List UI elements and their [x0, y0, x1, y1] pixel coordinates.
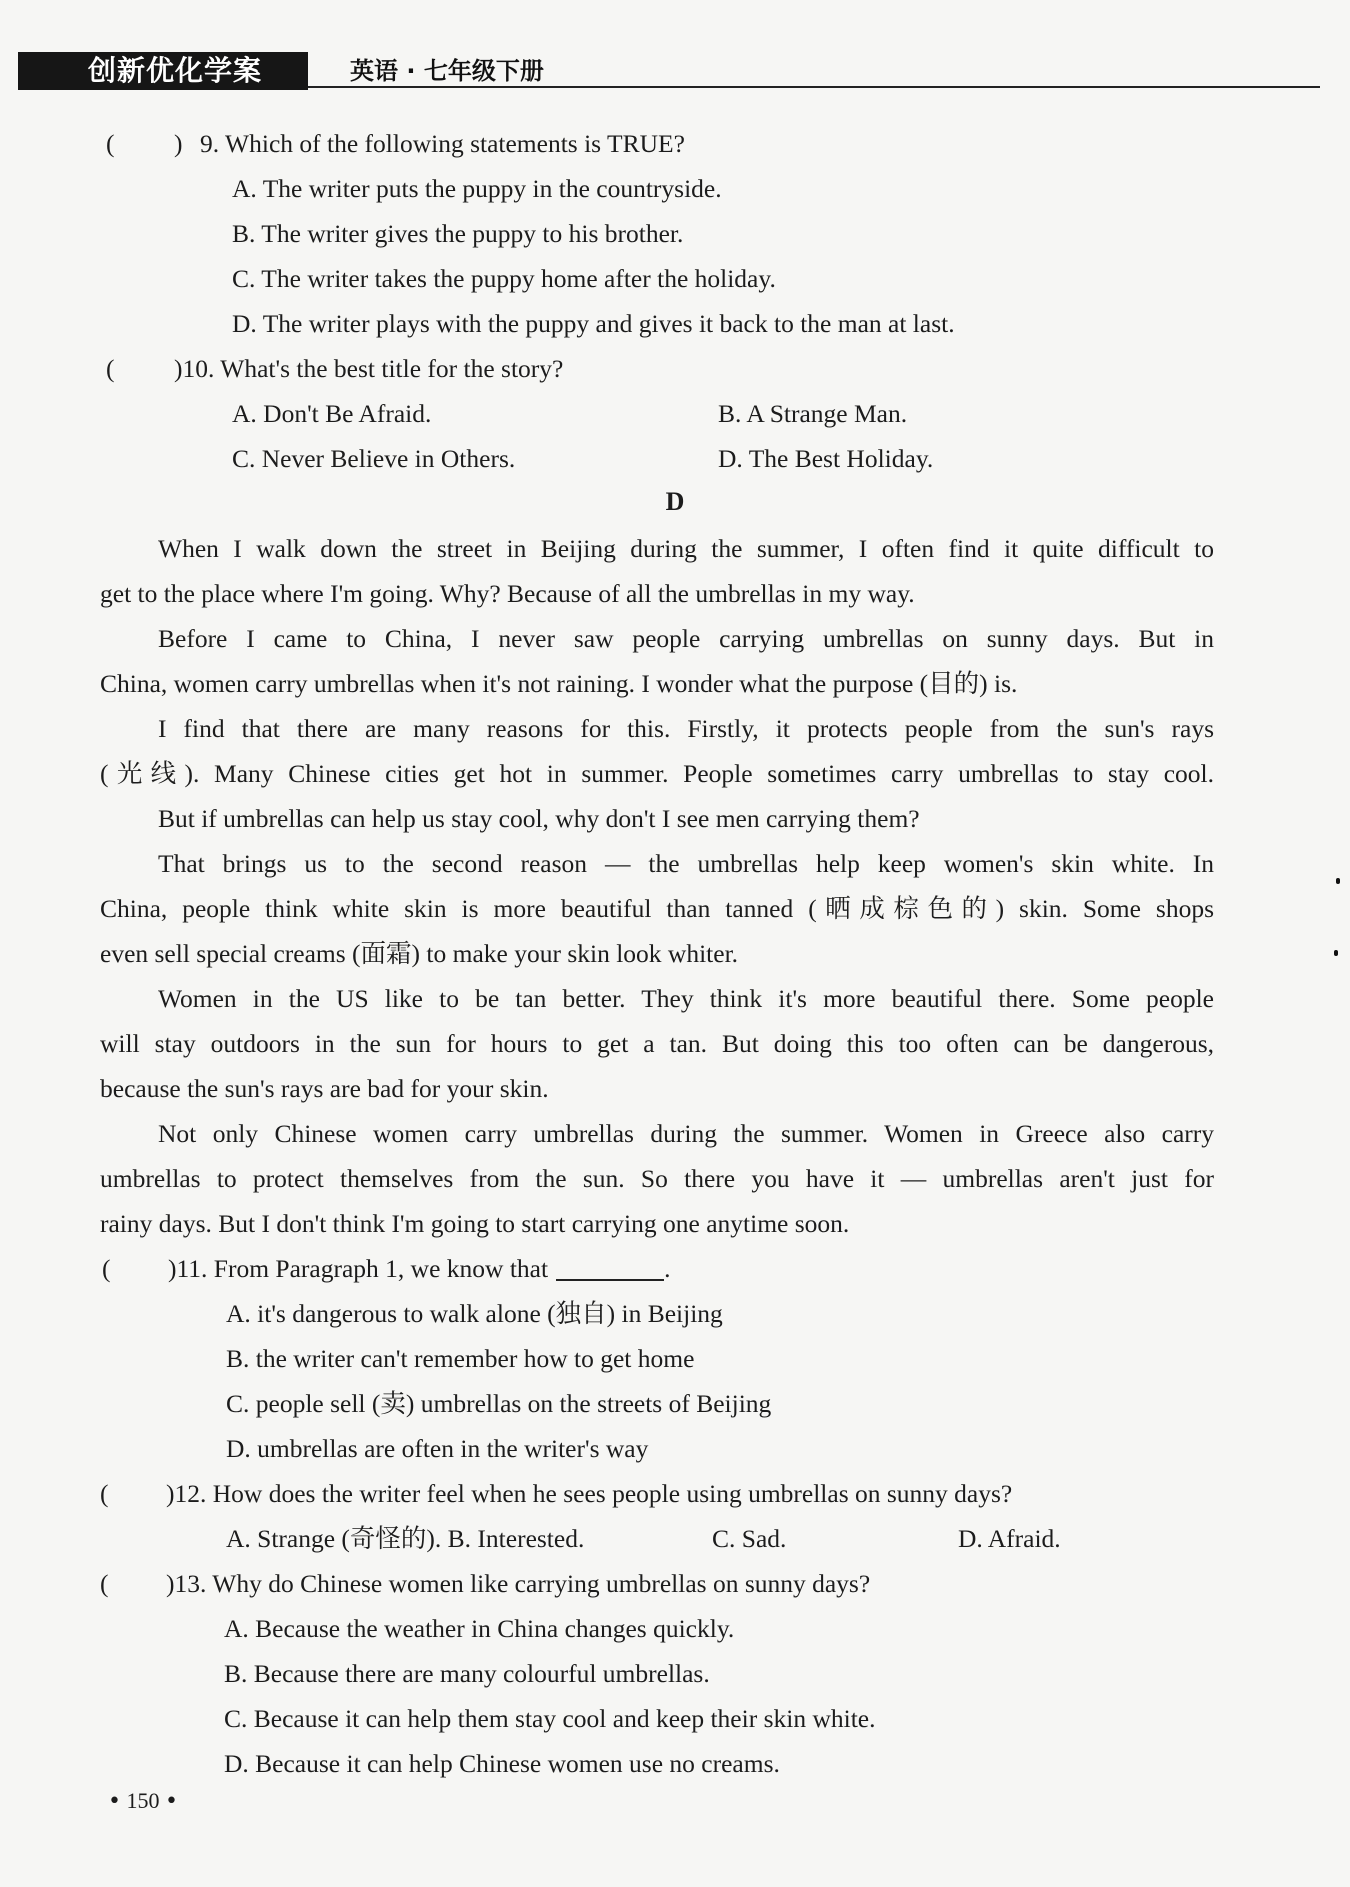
q13-option-b: B. Because there are many colourful umbrellas. — [224, 1659, 710, 1688]
passage-line: rainy days. But I don't think I'm going to start carrying one anytime soon. — [100, 1209, 850, 1238]
passage-line: Not only Chinese women carry umbrellas during the summer. Women in Greece also carry — [158, 1119, 1214, 1148]
passage-line: China, people think white skin is more beautiful than tanned (晒成棕色的) skin. Some shops — [100, 894, 1214, 923]
margin-mark — [1336, 878, 1340, 884]
q12-option-a-b: A. Strange (奇怪的). B. Interested. — [226, 1524, 585, 1553]
page-number-value: 150 — [126, 1788, 160, 1813]
q9-option-d: D. The writer plays with the puppy and gives it back to the man at last. — [232, 309, 955, 338]
passage-line: even sell special creams (面霜) to make your skin look whiter. — [100, 939, 739, 968]
q12-stem: )12. How does the writer feel when he sees people using umbrellas on sunny days? — [166, 1479, 1013, 1508]
header-rule — [308, 86, 1320, 88]
passage-line: That brings us to the second reason — the umbrellas help keep women's skin white. In — [158, 849, 1214, 878]
q11-blank[interactable] — [556, 1253, 664, 1281]
passage-line: get to the place where I'm going. Why? Because of all the umbrellas in my way. — [100, 579, 915, 608]
section-label: D — [665, 487, 685, 516]
q13-option-d: D. Because it can help Chinese women use no creams. — [224, 1749, 780, 1778]
q11-option-a: A. it's dangerous to walk alone (独自) in Beijing — [226, 1299, 723, 1328]
q12-option-c: C. Sad. — [712, 1524, 787, 1553]
passage-line: (光线). Many Chinese cities get hot in summer. People sometimes carry umbrellas to stay cool. — [100, 759, 1214, 788]
q11-answer-paren: ( — [102, 1254, 111, 1283]
q10-option-b: B. A Strange Man. — [718, 399, 908, 428]
q10-stem: )10. What's the best title for the story? — [174, 354, 564, 383]
passage-line: Before I came to China, I never saw people carrying umbrellas on sunny days. But in — [158, 624, 1214, 653]
q10-option-c: C. Never Believe in Others. — [232, 444, 516, 473]
q13-stem: )13. Why do Chinese women like carrying umbrellas on sunny days? — [166, 1569, 871, 1598]
margin-mark — [1334, 950, 1338, 956]
q11-stem: )11. From Paragraph 1, we know that — [168, 1254, 549, 1283]
header-brand: 创新优化学案 — [88, 54, 263, 87]
q13-answer-paren: ( — [100, 1569, 109, 1598]
q9-option-b: B. The writer gives the puppy to his brother. — [232, 219, 684, 248]
q13-option-c: C. Because it can help them stay cool and keep their skin white. — [224, 1704, 876, 1733]
q12-option-d: D. Afraid. — [958, 1524, 1061, 1553]
q13-option-a: A. Because the weather in China changes quickly. — [224, 1614, 735, 1643]
passage-line: will stay outdoors in the sun for hours to get a tan. But doing this too often can be dangerous, — [100, 1029, 1214, 1058]
q9-stem: 9. Which of the following statements is TRUE? — [200, 129, 685, 158]
q11-stem-line — [168, 1253, 670, 1285]
q11-stem-end: . — [664, 1254, 671, 1283]
q10-option-d: D. The Best Holiday. — [718, 444, 934, 473]
passage-line: When I walk down the street in Beijing during the summer, I often find it quite difficult to — [158, 534, 1214, 563]
passage-line: I find that there are many reasons for this. Firstly, it protects people from the sun's rays — [158, 714, 1214, 743]
passage-line: Women in the US like to be tan better. They think it's more beautiful there. Some people — [158, 984, 1214, 1013]
passage-line: But if umbrellas can help us stay cool, why don't I see men carrying them? — [158, 804, 920, 833]
q10-option-a: A. Don't Be Afraid. — [232, 399, 432, 428]
passage-line: because the sun's rays are bad for your skin. — [100, 1074, 549, 1103]
q9-option-a: A. The writer puts the puppy in the countryside. — [232, 174, 722, 203]
q12-answer-paren: ( — [100, 1479, 109, 1508]
header-subject: 英语 · 七年级下册 — [350, 57, 544, 85]
q9-option-c: C. The writer takes the puppy home after the holiday. — [232, 264, 776, 293]
q11-option-b: B. the writer can't remember how to get home — [226, 1344, 695, 1373]
q9-answer-paren-close: ) — [174, 129, 183, 158]
q11-option-c: C. people sell (卖) umbrellas on the streets of Beijing — [226, 1389, 772, 1418]
q9-answer-paren: ( — [106, 129, 115, 158]
passage-line: China, women carry umbrellas when it's not raining. I wonder what the purpose (目的) is. — [100, 669, 1018, 698]
q10-answer-paren: ( — [106, 354, 115, 383]
page-number: • 150 • — [108, 1788, 178, 1814]
q11-option-d: D. umbrellas are often in the writer's way — [226, 1434, 649, 1463]
passage-line: umbrellas to protect themselves from the sun. So there you have it — umbrellas aren't just for — [100, 1164, 1214, 1193]
